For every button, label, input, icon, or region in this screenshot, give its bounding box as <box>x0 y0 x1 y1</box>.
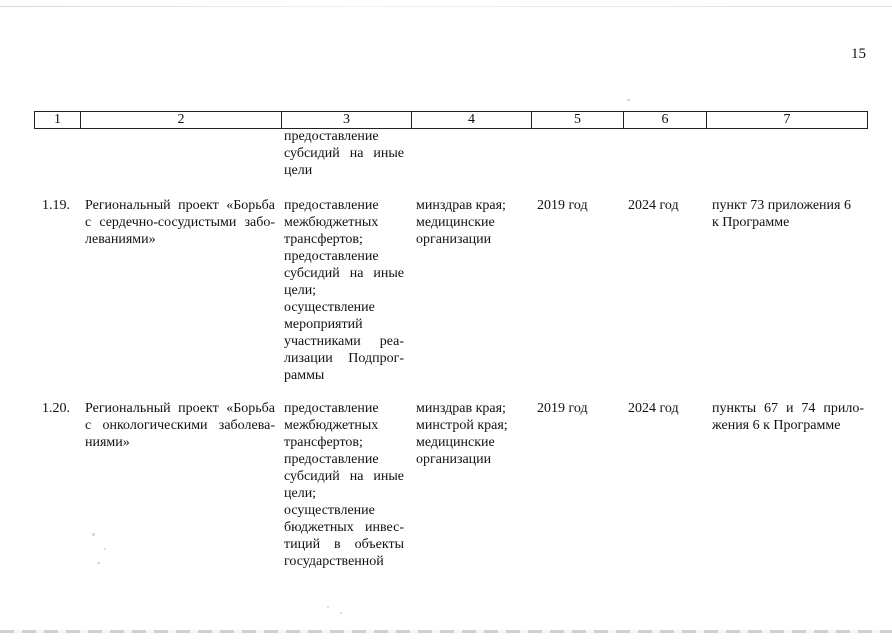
scan-speck <box>92 533 95 536</box>
text-line: субсидий на иные <box>284 469 404 484</box>
scan-edge-bottom <box>0 630 892 633</box>
text-line: леваниями» <box>85 232 156 247</box>
text-line: цели <box>284 163 313 178</box>
text-line: предоставление <box>284 452 379 467</box>
text-line: ниями» <box>85 435 130 450</box>
text-line: осуществление <box>284 503 375 518</box>
text-line: трансфертов; <box>284 435 363 450</box>
text-line: организации <box>416 452 492 467</box>
text-line: субсидий на иные <box>284 146 404 161</box>
scan-edge-top <box>0 6 892 7</box>
scan-speck <box>627 99 630 101</box>
text-line: с сердечно-сосудистыми забо- <box>85 215 275 230</box>
text-line: предоставление <box>284 249 379 264</box>
end-year: 2024 год <box>628 198 679 213</box>
start-year: 2019 год <box>537 198 588 213</box>
text-line: субсидий на иные <box>284 266 404 281</box>
text-line: лизации Подпрог- <box>284 351 404 366</box>
page-number: 15 <box>851 46 866 62</box>
text-line: трансфертов; <box>284 232 363 247</box>
text-line: межбюджетных <box>284 418 379 433</box>
header-col-1: 1 <box>54 112 61 127</box>
text-line: с онкологическими заболева- <box>85 418 275 433</box>
text-line: Региональный проект «Борьба <box>85 198 275 213</box>
header-col-5: 5 <box>531 112 623 128</box>
text-line: минздрав края; <box>416 198 506 213</box>
executors <box>416 400 528 468</box>
text-line: осуществление <box>284 300 375 315</box>
start-year: 2019 год <box>537 401 588 416</box>
header-col-2: 2 <box>80 112 281 128</box>
text-line: цели; <box>284 283 317 298</box>
text-line: Региональный проект «Борьба <box>85 401 275 416</box>
scan-speck <box>340 612 342 614</box>
text-line: межбюджетных <box>284 215 379 230</box>
text-line: жения 6 к Программе <box>712 418 841 433</box>
text-line: пункты 67 и 74 прило- <box>712 401 864 416</box>
scan-speck <box>327 606 329 608</box>
text-line: предоставление <box>284 198 379 213</box>
measures <box>284 197 404 384</box>
text-line: медицинские <box>416 435 495 450</box>
text-line: пункт 73 приложения 6 <box>712 198 851 213</box>
text-line: минстрой края; <box>416 418 508 433</box>
text-line: предоставление <box>284 129 379 144</box>
text-line: к Программе <box>712 215 790 230</box>
end-year: 2024 год <box>628 401 679 416</box>
header-col-6: 6 <box>623 112 706 128</box>
project-name <box>85 400 275 451</box>
text-line: бюджетных инвес- <box>284 520 404 535</box>
header-col-4: 4 <box>411 112 531 128</box>
project-name <box>85 197 275 248</box>
header-col-3: 3 <box>281 112 411 128</box>
scan-speck <box>97 562 100 564</box>
text-line: минздрав края; <box>416 401 506 416</box>
text-line: раммы <box>284 368 325 383</box>
header-col-7: 7 <box>706 112 867 128</box>
scan-speck <box>104 548 106 550</box>
measures <box>284 400 404 570</box>
row-number: 1.19. <box>42 198 70 213</box>
table-header-row <box>34 111 868 129</box>
text-line: организации <box>416 232 492 247</box>
text-line: тиций в объекты <box>284 537 404 552</box>
text-line: предоставление <box>284 401 379 416</box>
program-reference <box>712 197 864 231</box>
executors <box>416 197 528 248</box>
program-reference <box>712 400 864 434</box>
text-line: цели; <box>284 486 317 501</box>
continuation-measures <box>284 128 404 179</box>
text-line: государственной <box>284 554 384 569</box>
text-line: участниками реа- <box>284 334 404 349</box>
text-line: медицинские <box>416 215 495 230</box>
text-line: мероприятий <box>284 317 363 332</box>
row-number: 1.20. <box>42 401 70 416</box>
